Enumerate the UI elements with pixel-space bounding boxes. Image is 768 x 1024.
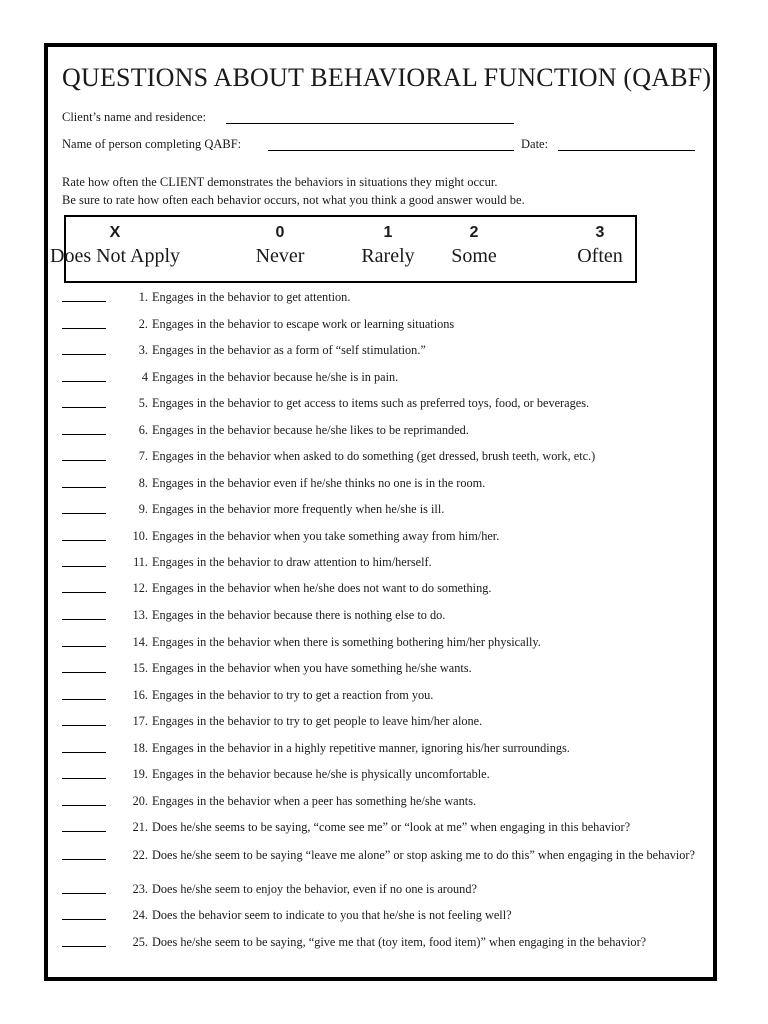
- question-number: 7.: [138, 449, 148, 463]
- question-text: Engages in the behavior when you have something he/she wants.: [152, 661, 472, 675]
- question-text: Engages in the behavior to escape work or learning situations: [152, 317, 455, 331]
- question-text: Engages in the behavior to get access to items such as preferred toys, food, or beverages.: [152, 396, 590, 410]
- rating-answer-blank[interactable]: [62, 354, 106, 355]
- rating-answer-blank[interactable]: [62, 381, 106, 382]
- rating-answer-blank[interactable]: [62, 487, 106, 488]
- question-text: Engages in the behavior when there is something bothering him/her physically.: [152, 635, 541, 649]
- completer-name-field[interactable]: [268, 150, 514, 151]
- question-number: 10.: [132, 529, 148, 543]
- question-number: 22.: [132, 848, 148, 862]
- question-number: 20.: [132, 794, 148, 808]
- question-text: Engages in the behavior to try to get people to leave him/her alone.: [152, 714, 483, 728]
- rating-answer-blank[interactable]: [62, 725, 106, 726]
- scale-code: 0: [275, 224, 285, 241]
- question-text: Engages in the behavior when a peer has something he/she wants.: [152, 794, 477, 808]
- form-title: QUESTIONS ABOUT BEHAVIORAL FUNCTION (QABF): [62, 63, 712, 92]
- question-number: 19.: [132, 767, 148, 781]
- question-text: Does he/she seem to enjoy the behavior, even if no one is around?: [152, 882, 477, 896]
- question-number: 23.: [132, 882, 148, 896]
- scale-item-x: [50, 217, 180, 281]
- question-text: Engages in the behavior to get attention.: [152, 290, 351, 304]
- rating-answer-blank[interactable]: [62, 778, 106, 779]
- question-text: Engages in the behavior because he/she is in pain.: [152, 370, 399, 384]
- question-number: 11.: [133, 555, 148, 569]
- question-text: Engages in the behavior because there is nothing else to do.: [152, 608, 446, 622]
- date-label: Date:: [521, 137, 549, 151]
- question-text: Does the behavior seem to indicate to you that he/she is not feeling well?: [152, 908, 512, 922]
- client-name-field[interactable]: [226, 123, 514, 124]
- question-number: 9.: [138, 502, 148, 516]
- scale-item-3: [563, 217, 637, 281]
- rating-answer-blank[interactable]: [62, 805, 106, 806]
- question-text: Does he/she seems to be saying, “come see me” or “look at me” when engaging in this behavior?: [152, 820, 631, 834]
- question-number: 16.: [132, 688, 148, 702]
- question-text: Engages in the behavior to try to get a reaction from you.: [152, 688, 434, 702]
- rating-answer-blank[interactable]: [62, 592, 106, 593]
- rating-answer-blank[interactable]: [62, 672, 106, 673]
- scale-label: Does Not Apply: [50, 245, 180, 267]
- question-text: Does he/she seem to be saying, “give me that (toy item, food item)” when engaging in the behavior?: [152, 935, 647, 949]
- question-text: Engages in the behavior when asked to do something (get dressed, brush teeth, work, etc.): [152, 449, 596, 463]
- question-number: 3.: [138, 343, 148, 357]
- question-number: 24.: [132, 908, 148, 922]
- rating-answer-blank[interactable]: [62, 859, 106, 860]
- rating-answer-blank[interactable]: [62, 513, 106, 514]
- rating-answer-blank[interactable]: [62, 752, 106, 753]
- scale-label: Often: [577, 245, 623, 267]
- completer-name-label: Name of person completing QABF:: [62, 137, 242, 151]
- question-number: 25.: [132, 935, 148, 949]
- question-number: 18.: [132, 741, 148, 755]
- question-number: 17.: [132, 714, 148, 728]
- scale-label: Never: [255, 245, 305, 267]
- scale-code: X: [109, 224, 121, 241]
- scale-item-2: [438, 217, 510, 281]
- rating-answer-blank[interactable]: [62, 919, 106, 920]
- question-number: 4: [141, 370, 148, 384]
- scale-code: 1: [383, 224, 393, 241]
- rating-answer-blank[interactable]: [62, 301, 106, 302]
- question-text: Does he/she seem to be saying “leave me alone” or stop asking me to do this” when engaging in the behavior?: [152, 848, 695, 862]
- question-number: 6.: [138, 423, 148, 437]
- scale-label: Rarely: [361, 245, 415, 267]
- question-text: Engages in the behavior to draw attention to him/herself.: [152, 555, 432, 569]
- question-text: Engages in the behavior more frequently when he/she is ill.: [152, 502, 445, 516]
- question-text: Engages in the behavior when you take something away from him/her.: [152, 529, 500, 543]
- rating-answer-blank[interactable]: [62, 328, 106, 329]
- question-text: Engages in the behavior because he/she is physically uncomfortable.: [152, 767, 490, 781]
- scale-item-0: [242, 217, 318, 281]
- question-number: 12.: [132, 581, 148, 595]
- rating-scale-box: [50, 215, 637, 283]
- question-text: Engages in the behavior because he/she likes to be reprimanded.: [152, 423, 469, 437]
- question-number: 13.: [132, 608, 148, 622]
- question-number: 5.: [138, 396, 148, 410]
- question-text: Engages in the behavior as a form of “self stimulation.”: [152, 343, 426, 357]
- rating-answer-blank[interactable]: [62, 946, 106, 947]
- scale-label: Some: [451, 245, 497, 267]
- rating-answer-blank[interactable]: [62, 540, 106, 541]
- question-number: 14.: [132, 635, 148, 649]
- instruction-line-1: Rate how often the CLIENT demonstrates the behaviors in situations they might occur.: [62, 175, 498, 189]
- question-text: Engages in the behavior even if he/she thinks no one is in the room.: [152, 476, 486, 490]
- question-number: 8.: [138, 476, 148, 490]
- rating-answer-blank[interactable]: [62, 699, 106, 700]
- question-number: 21.: [132, 820, 148, 834]
- rating-answer-blank[interactable]: [62, 460, 106, 461]
- question-number: 15.: [132, 661, 148, 675]
- scale-item-1: [350, 217, 426, 281]
- rating-answer-blank[interactable]: [62, 434, 106, 435]
- rating-answer-blank[interactable]: [62, 646, 106, 647]
- question-number: 1.: [138, 290, 148, 304]
- scale-code: 2: [469, 224, 479, 241]
- rating-answer-blank[interactable]: [62, 407, 106, 408]
- client-name-label: Client’s name and residence:: [62, 110, 207, 124]
- scale-code: 3: [595, 224, 605, 241]
- rating-answer-blank[interactable]: [62, 893, 106, 894]
- question-number: 2.: [138, 317, 148, 331]
- date-field[interactable]: [558, 150, 695, 151]
- rating-answer-blank[interactable]: [62, 619, 106, 620]
- question-text: Engages in the behavior when he/she does not want to do something.: [152, 581, 492, 595]
- rating-answer-blank[interactable]: [62, 566, 106, 567]
- rating-answer-blank[interactable]: [62, 831, 106, 832]
- question-text: Engages in the behavior in a highly repetitive manner, ignoring his/her surroundings.: [152, 741, 570, 755]
- instruction-line-2: Be sure to rate how often each behavior occurs, not what you think a good answer would be.: [62, 193, 525, 207]
